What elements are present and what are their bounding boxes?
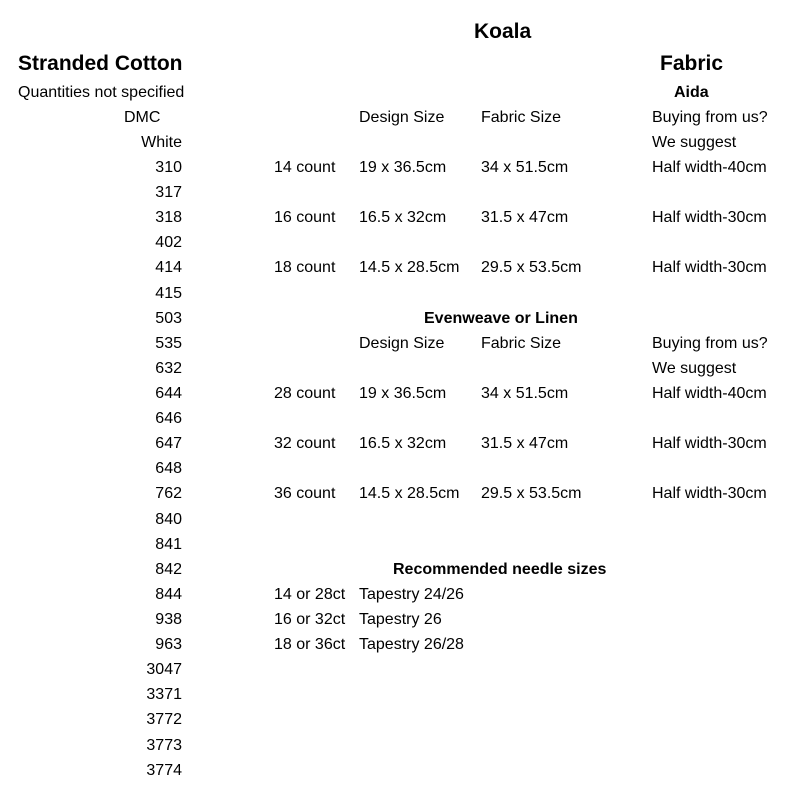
thread-color: 938	[155, 611, 182, 628]
fabric-size-cell: 29.5 x 53.5cm	[481, 259, 582, 276]
stranded-cotton-heading: Stranded Cotton	[18, 52, 183, 75]
thread-color: 402	[155, 234, 182, 251]
fabric-size-cell: 29.5 x 53.5cm	[481, 485, 582, 502]
design-size-cell: 16.5 x 32cm	[359, 209, 447, 226]
fabric-size-header: Fabric Size	[481, 109, 562, 126]
thread-color: White	[141, 134, 182, 151]
thread-color: 3772	[146, 711, 182, 728]
design-size-cell: 16.5 x 32cm	[359, 435, 447, 452]
thread-color: 3047	[146, 661, 182, 678]
design-size-header: Design Size	[359, 109, 445, 126]
fabric-heading: Fabric	[660, 52, 724, 75]
thread-color: 762	[155, 485, 182, 502]
thread-color: 3773	[146, 737, 182, 754]
fabric-size-cell: 34 x 51.5cm	[481, 159, 569, 176]
evenweave-title: Evenweave or Linen	[424, 310, 578, 327]
fabric-size-cell: 31.5 x 47cm	[481, 435, 569, 452]
design-size-header: Design Size	[359, 335, 445, 352]
thread-color: 310	[155, 159, 182, 176]
thread-color: 415	[155, 285, 182, 302]
thread-color: 842	[155, 561, 182, 578]
thread-color: 648	[155, 460, 182, 477]
brand-label: DMC	[124, 109, 161, 126]
needle-title: Recommended needle sizes	[393, 561, 607, 578]
count-cell: 28 count	[274, 385, 336, 402]
thread-color: 963	[155, 636, 182, 653]
aida-title: Aida	[674, 84, 709, 101]
suggest-cell: Half width-40cm	[652, 159, 767, 176]
suggest-cell: Half width-30cm	[652, 209, 767, 226]
needle-count-cell: 18 or 36ct	[274, 636, 346, 653]
thread-color: 317	[155, 184, 182, 201]
thread-color: 632	[155, 360, 182, 377]
fabric-size-cell: 31.5 x 47cm	[481, 209, 569, 226]
suggest-header: We suggest	[652, 360, 737, 377]
fabric-size-header: Fabric Size	[481, 335, 562, 352]
design-size-cell: 19 x 36.5cm	[359, 159, 447, 176]
needle-count-cell: 16 or 32ct	[274, 611, 346, 628]
thread-color: 3774	[146, 762, 182, 779]
thread-color: 414	[155, 259, 182, 276]
suggest-cell: Half width-30cm	[652, 435, 767, 452]
count-cell: 18 count	[274, 259, 336, 276]
suggest-cell: Half width-30cm	[652, 485, 767, 502]
thread-color: 840	[155, 511, 182, 528]
page-title: Koala	[474, 20, 532, 43]
suggest-cell: Half width-40cm	[652, 385, 767, 402]
thread-color: 644	[155, 385, 182, 402]
thread-color: 844	[155, 586, 182, 603]
design-size-cell: 14.5 x 28.5cm	[359, 259, 460, 276]
thread-color: 535	[155, 335, 182, 352]
design-size-cell: 14.5 x 28.5cm	[359, 485, 460, 502]
count-cell: 14 count	[274, 159, 336, 176]
design-size-cell: 19 x 36.5cm	[359, 385, 447, 402]
needle-size-cell: Tapestry 24/26	[359, 586, 464, 603]
thread-color: 647	[155, 435, 182, 452]
thread-color: 841	[155, 536, 182, 553]
thread-color: 3371	[146, 686, 182, 703]
needle-size-cell: Tapestry 26	[359, 611, 442, 628]
thread-color: 318	[155, 209, 182, 226]
count-cell: 32 count	[274, 435, 336, 452]
thread-color: 646	[155, 410, 182, 427]
suggest-header: We suggest	[652, 134, 737, 151]
buying-header: Buying from us?	[652, 335, 768, 352]
count-cell: 36 count	[274, 485, 336, 502]
suggest-cell: Half width-30cm	[652, 259, 767, 276]
quantities-note: Quantities not specified	[18, 84, 185, 101]
fabric-size-cell: 34 x 51.5cm	[481, 385, 569, 402]
count-cell: 16 count	[274, 209, 336, 226]
needle-count-cell: 14 or 28ct	[274, 586, 346, 603]
thread-color: 503	[155, 310, 182, 327]
needle-size-cell: Tapestry 26/28	[359, 636, 464, 653]
buying-header: Buying from us?	[652, 109, 768, 126]
